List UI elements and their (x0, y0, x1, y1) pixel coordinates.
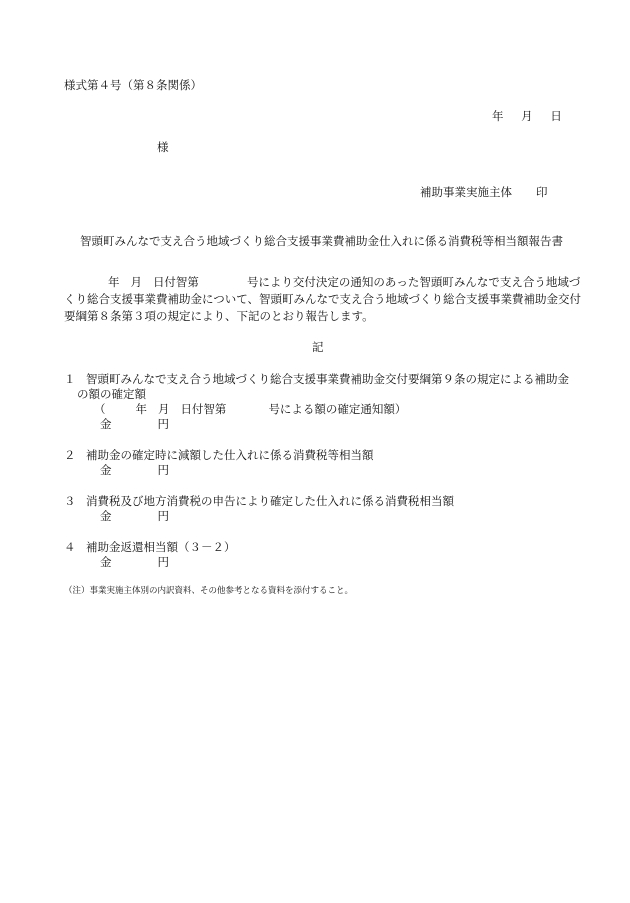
form-number: 様式第４号（第８条関係） (64, 78, 202, 92)
amount-unit: 円 (157, 463, 169, 477)
item-number: ２ (64, 448, 76, 462)
paren-tail: 号による額の確定通知額） (268, 402, 407, 416)
body-month: 月 (130, 275, 142, 289)
amount-unit: 円 (157, 417, 169, 431)
body-text: 号により交付決定の通知のあった智頭町みんなで支え合う地域づくり総合支援事業費補助金について、智頭町みんなで支え合う地域づくり総合支援事業費補助金交付要綱第８条第３項の規定により、下記のとおり報告します。 (64, 275, 582, 323)
paren-year: 年 (135, 402, 147, 416)
body-year: 年 (108, 275, 120, 289)
amount-unit: 円 (157, 555, 169, 569)
item-number: ４ (64, 540, 76, 554)
paren-date-prefix: 日付智第 (180, 402, 227, 416)
paren-month: 月 (157, 402, 170, 416)
item-number: ３ (64, 494, 76, 508)
amount-line (64, 555, 236, 570)
item-label: 補助金の確定時に減額した仕入れに係る消費税等相当額 (86, 448, 374, 462)
amount-line (64, 509, 454, 524)
document-title: 智頭町みんなで支え合う地域づくり総合支援事業費補助金仕入れに係る消費税等相当額報告書 (80, 234, 563, 248)
applicant-label: 補助事業実施主体 (420, 185, 512, 199)
footnote: （注）事業実施主体別の内訳資料、その他参考となる資料を添付すること。 (64, 586, 354, 596)
body-paragraph (64, 274, 584, 325)
applicant-line (420, 187, 548, 199)
item-number: １ (64, 372, 76, 386)
list-item (64, 448, 374, 478)
ki-heading: 記 (312, 340, 324, 354)
addressee-suffix: 様 (157, 140, 169, 154)
amount-line (64, 463, 374, 478)
list-item (64, 372, 569, 432)
amount-prefix: 金 (100, 463, 112, 477)
date-month: 月 (521, 109, 533, 123)
list-item (64, 540, 236, 570)
item-label: 智頭町みんなで支え合う地域づくり総合支援事業費補助金交付要綱第９条の規定による補助金 (86, 372, 569, 386)
amount-prefix: 金 (100, 417, 112, 431)
item-label: 補助金返還相当額（３－２） (86, 540, 236, 554)
item-label-continued: の額の確定額 (77, 387, 146, 401)
item-parenthetical (64, 402, 569, 417)
body-date-prefix: 日付智第 (152, 275, 199, 289)
list-item (64, 494, 454, 524)
seal-mark: 印 (536, 185, 548, 199)
amount-prefix: 金 (100, 555, 112, 569)
amount-prefix: 金 (100, 509, 112, 523)
paren-open: （ (94, 402, 106, 416)
amount-line (64, 417, 569, 432)
date-year: 年 (492, 109, 504, 123)
date-line (492, 111, 562, 123)
item-label: 消費税及び地方消費税の申告により確定した仕入れに係る消費税相当額 (86, 494, 454, 508)
date-day: 日 (550, 109, 562, 123)
amount-unit: 円 (157, 509, 169, 523)
